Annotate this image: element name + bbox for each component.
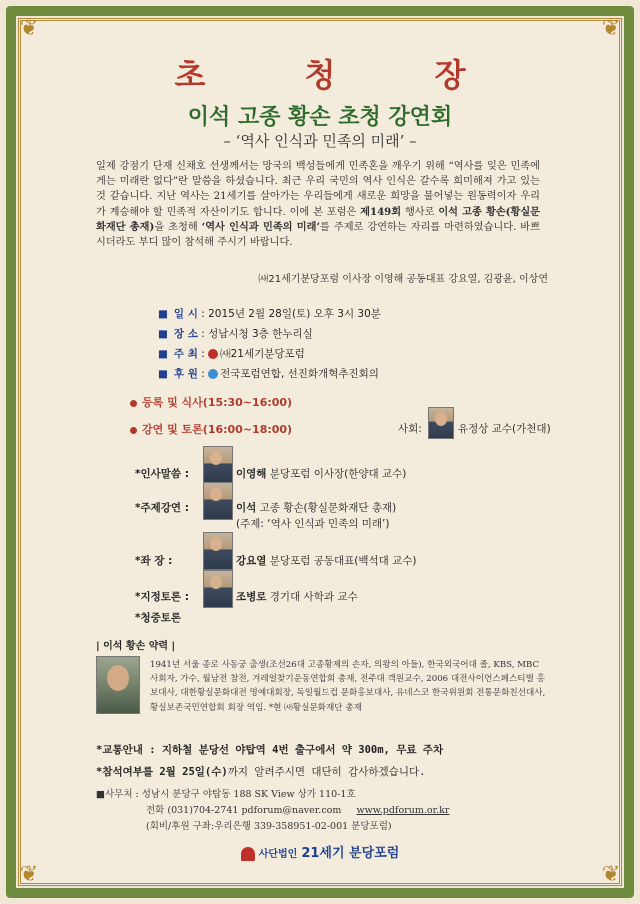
footer-logo: 사단법인 21세기 분당포럼 xyxy=(0,842,640,861)
invitation-title: 초 청 장 xyxy=(174,56,510,94)
schedule-lecture: 강연 및 토론(16:00~18:00) xyxy=(130,421,292,437)
forum-logo-icon xyxy=(208,349,218,359)
corner-ornament-icon: ❦ xyxy=(601,16,621,41)
speaker-photo xyxy=(203,532,233,570)
program-person: 이영해 분당포럼 이사장(한양대 교수) xyxy=(236,468,407,480)
bullet-icon: ■ xyxy=(158,308,168,320)
program-topic: (주제: ‘역사 인식과 민족의 미래’) xyxy=(236,518,390,530)
info-host: ■ 주 최 : ㈔21세기분당포럼 xyxy=(158,348,305,360)
bio-heading: | 이석 황손 약력 | xyxy=(96,641,176,652)
program-role: *지정토론 : xyxy=(135,591,189,603)
moderator-photo xyxy=(428,407,454,439)
program-role: *인사말씀 : xyxy=(135,468,189,480)
rsvp-notice: *참석여부를 2월 25일(수)까지 알려주시면 대단히 감사하겠습니다. xyxy=(96,766,426,778)
bio-photo xyxy=(96,656,140,714)
bullet-icon: ■ xyxy=(158,368,168,380)
program-person: 강요열 분당포럼 공동대표(백석대 교수) xyxy=(236,555,417,567)
schedule-registration: 등록 및 식사(15:30~16:00) xyxy=(130,394,292,410)
bullet-icon xyxy=(130,400,137,407)
bio-text: 1941년 서울 종로 사동궁 출생(조선26대 고종황제의 손자, 의왕의 아들), 한국외국어대 졸, KBS, MBC 사회자, 가수, 월남전 참전, 겨레얼찾기운동연합회 총재, 전주대 객원교수, 2006 대전사이언스페스티벌 홍보대사, 대한황실문화대전 명예대회장, 독일월드컵 문화홍보대사, 유네스코 한국위원회 전통문화친선대사, 황실보존국민연합회 회장 역임. *현 ㈔황실문화재단 총재 xyxy=(150,660,546,713)
bank-account: (회비/후원 구좌:우리은행 339-358951-02-001 분당포럼) xyxy=(146,821,392,832)
event-title: 이석 고종 황손 초청 강연회 xyxy=(187,105,453,130)
signatories: ㈔21세기분당포럼 이사장 이영해 공동대표 강요열, 김광윤, 이상연 xyxy=(258,274,548,285)
intro-paragraph: 일제 강점기 단재 신채호 선생께서는 망국의 백성들에게 민족혼을 깨우기 위해 “역사를 잊은 민족에게는 미래란 없다”란 말씀을 하셨습니다. 최근 우리 국민의 역사 인식은 갈수록 희미해져 가고 있는 것 같습니다. 지난 역사는 21세기를 살아가는 우리들에게 새로운 희망을 불어넣는 원동력이자 우리가 계승해야 할 민족적 자산이기도 합니다. 이에 본 포럼은 제149회 행사로 이석 고종 황손(황실문화재단 총재)을 초청해 ‘역사 인식과 민족의 미래’를 주제로 강연하는 자리를 마련하였습니다. 바쁘시더라도 부디 많이 참석해 주시기 바랍니다. xyxy=(96,161,541,249)
office-phone-email: 전화 (031)704-2741 pdforum@naver.com www.pdforum.or.kr xyxy=(146,805,450,816)
speaker-photo xyxy=(203,482,233,520)
program-role: *주제강연 : xyxy=(135,502,189,514)
event-theme: – ‘역사 인식과 민족의 미래’ – xyxy=(223,132,417,150)
office-address: ■사무처 : 성남시 분당구 야탑동 188 SK View 상가 110-1호 xyxy=(96,789,356,800)
corner-ornament-icon: ❦ xyxy=(19,16,39,41)
bullet-icon xyxy=(130,427,137,434)
forum-logo-icon xyxy=(241,847,255,861)
bullet-icon: ■ xyxy=(158,348,168,360)
info-place: ■ 장 소 : 성남시청 3층 한누리실 xyxy=(158,328,313,340)
corner-ornament-icon: ❦ xyxy=(19,862,39,887)
program-role: *청중토론 xyxy=(135,612,182,624)
sponsor-logo-icon xyxy=(208,369,218,379)
transport-notice: *교통안내 : 지하철 분당선 야탑역 4번 출구에서 약 300m, 무료 주차 xyxy=(96,744,444,756)
corner-ornament-icon: ❦ xyxy=(601,862,621,887)
program-person: 조병로 경기대 사학과 교수 xyxy=(236,591,358,603)
moderator-name: 유정상 교수(가천대) xyxy=(458,423,551,435)
moderator-label: 사회: xyxy=(398,423,422,435)
info-date: ■ 일 시 : 2015년 2월 28일(토) 오후 3시 30분 xyxy=(158,308,381,320)
speaker-photo xyxy=(203,446,233,484)
website-link[interactable]: www.pdforum.or.kr xyxy=(356,805,450,816)
program-role: *좌 장 : xyxy=(135,555,173,567)
speaker-photo xyxy=(203,570,233,608)
program-person: 이석 고종 황손(황실문화재단 총재) xyxy=(236,502,397,514)
bullet-icon: ■ xyxy=(158,328,168,340)
info-sponsor: ■ 후 원 : 전국포럼연합, 선진화개혁추진회의 xyxy=(158,368,379,380)
